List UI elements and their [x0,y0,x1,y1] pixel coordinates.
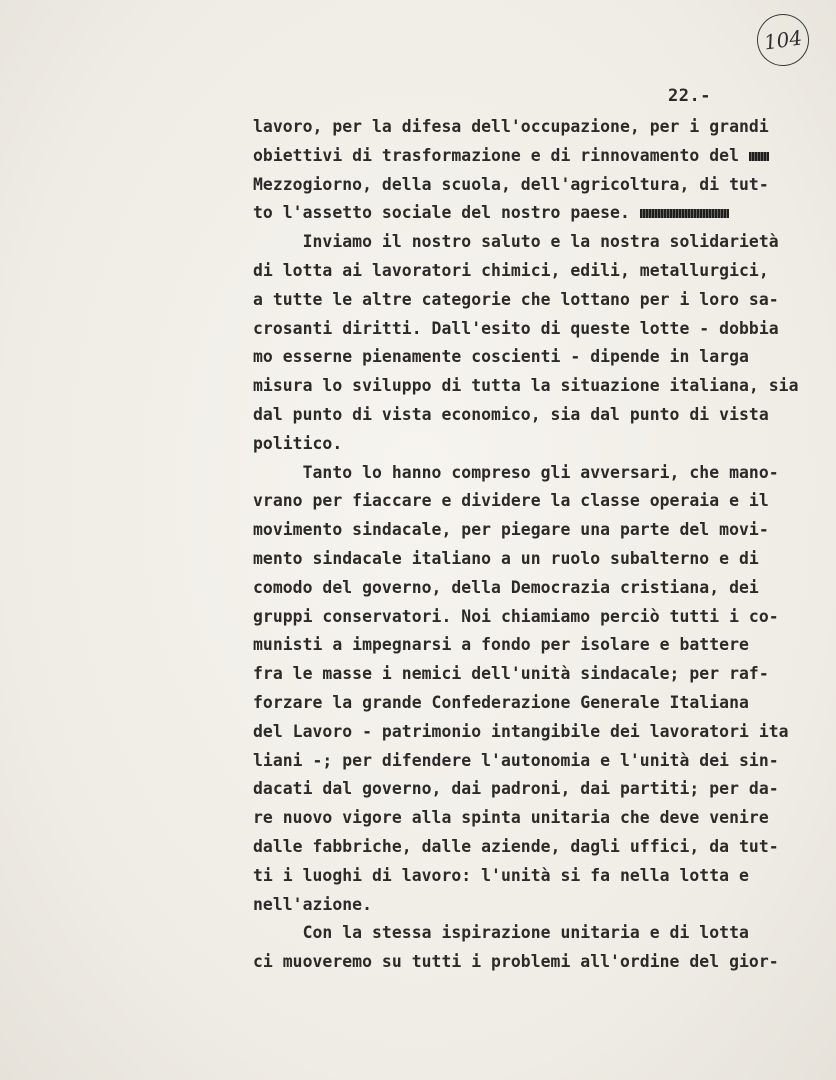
text-line: munisti a impegnarsi a fondo per isolare e battere [253,635,749,655]
text-line: di lotta ai lavoratori chimici, edili, metallurgici, [253,260,769,280]
text-line: dalle fabbriche, dalle aziende, dagli uffici, da tut- [253,836,779,856]
text-line: comodo del governo, della Democrazia cristiana, dei [253,577,759,597]
text-line: to l'assetto sociale del nostro paese. [253,199,793,228]
text-line: misura lo sviluppo di tutta la situazione italiana, sia [253,376,799,396]
text-line: mo esserne pienamente coscienti - dipende in larga [253,347,749,367]
text-line: movimento sindacale, per piegare una parte del movi- [253,520,769,540]
text-line: politico. [253,433,343,453]
text-line: Inviamo il nostro saluto e la nostra solidarietà [253,232,779,252]
text-line: Tanto lo hanno compreso gli avversari, che mano- [253,462,779,482]
page-number: 22.- [668,86,711,106]
text-line: Con la stessa ispirazione unitaria e di lotta [253,923,749,943]
archive-page-stamp [754,11,813,70]
text-line: obiettivi di trasformazione e di rinnovamento del [253,142,793,171]
text-line: lavoro, per la difesa dell'occupazione, per i grandi [253,117,769,136]
text-line: fra le masse i nemici dell'unità sindacale; per raf- [253,664,769,684]
text-line: gruppi conservatori. Noi chiamiamo perciò tutti i co- [253,606,779,626]
text-line: liani -; per difendere l'autonomia e l'unità dei sin- [253,750,779,770]
text-line: ci muoveremo su tutti i problemi all'ordine del gior- [253,952,779,972]
text-line: vrano per fiaccare e dividere la classe operaia e il [253,491,769,511]
text-line: nell'azione. [253,894,373,914]
text-line: dacati dal governo, dai padroni, dai partiti; per da- [253,779,779,799]
text-line: del Lavoro - patrimonio intangibile dei lavoratori ita [253,721,789,741]
text-line: forzare la grande Confederazione Generale Italiana [253,692,749,712]
text-line: Mezzogiorno, della scuola, dell'agricoltura, di tut- [253,174,769,194]
text-line: crosanti diritti. Dall'esito di queste lotte - dobbia [253,318,779,338]
text-line: re nuovo vigore alla spinta unitaria che deve venire [253,808,769,828]
text-line: ti i luoghi di lavoro: l'unità si fa nella lotta e [253,865,749,885]
archive-stamp-number: 104 [762,25,804,55]
text-line: a tutte le altre categorie che lottano per i loro sa- [253,289,779,309]
typewritten-body [253,113,799,977]
strikeout-mark [749,152,769,161]
text-line: mento sindacale italiano a un ruolo subalterno e di [253,548,759,568]
strikeout-mark [640,209,729,218]
text-line: dal punto di vista economico, sia dal punto di vista [253,404,769,424]
